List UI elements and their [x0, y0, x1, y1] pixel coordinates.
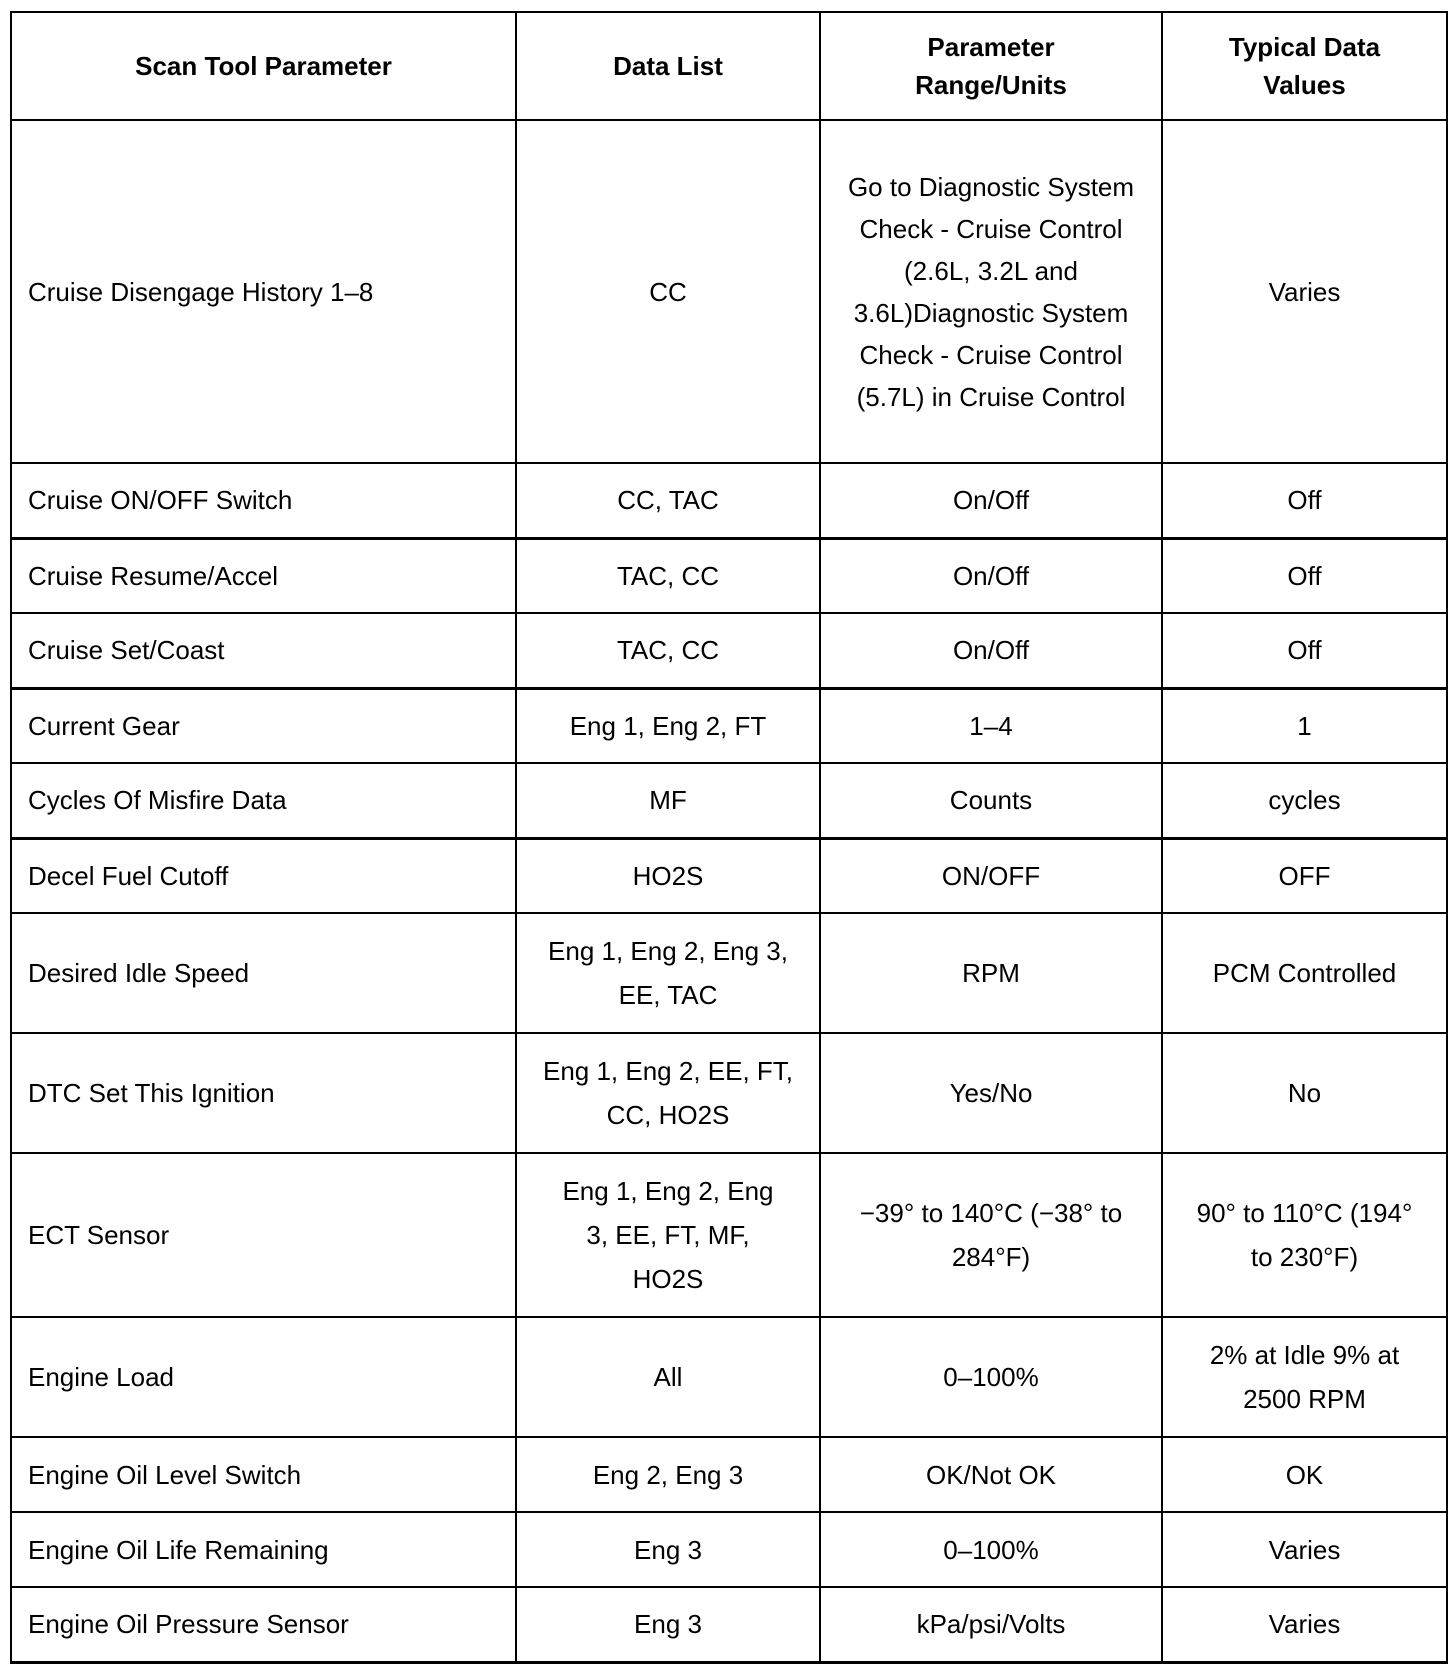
table-row — [11, 463, 1447, 538]
cell-range-units: On/Off — [820, 463, 1162, 538]
cell-data-list: Eng 1, Eng 2, FT — [516, 688, 820, 763]
cell-parameter: Cycles Of Misfire Data — [11, 763, 516, 838]
cell-data-list: Eng 1, Eng 2, EE, FT, CC, HO2S — [516, 1033, 820, 1153]
cell-data-list: Eng 2, Eng 3 — [516, 1437, 820, 1512]
cell-parameter: Current Gear — [11, 688, 516, 763]
cell-typical-values: Off — [1162, 463, 1447, 538]
cell-parameter: Engine Oil Pressure Sensor — [11, 1587, 516, 1662]
table-row — [11, 1587, 1447, 1662]
cell-parameter: Cruise Resume/Accel — [11, 538, 516, 613]
header-data-list: Data List — [516, 12, 820, 120]
header-scan-tool-parameter: Scan Tool Parameter — [11, 12, 516, 120]
cell-data-list: HO2S — [516, 838, 820, 913]
cell-range-units: kPa/psi/Volts — [820, 1587, 1162, 1662]
cell-data-list: Eng 1, Eng 2, Eng 3, EE, FT, MF, HO2S — [516, 1153, 820, 1317]
table-row — [11, 1437, 1447, 1512]
cell-typical-values: Varies — [1162, 1512, 1447, 1587]
table-row — [11, 688, 1447, 763]
cell-parameter: Engine Oil Life Remaining — [11, 1512, 516, 1587]
cell-range-units: 1–4 — [820, 688, 1162, 763]
cell-parameter: ECT Sensor — [11, 1153, 516, 1317]
header-typical-data-values: Typical Data Values — [1162, 12, 1447, 120]
cell-typical-values: Varies — [1162, 120, 1447, 463]
cell-parameter: Cruise Set/Coast — [11, 613, 516, 688]
cell-range-units: On/Off — [820, 538, 1162, 613]
cell-data-list: TAC, CC — [516, 613, 820, 688]
cell-typical-values: 90° to 110°C (194° to 230°F) — [1162, 1153, 1447, 1317]
cell-data-list: Eng 3 — [516, 1587, 820, 1662]
cell-range-units: 0–100% — [820, 1512, 1162, 1587]
cell-typical-values: OK — [1162, 1437, 1447, 1512]
cell-parameter: Engine Oil Level Switch — [11, 1437, 516, 1512]
cell-range-units: Counts — [820, 763, 1162, 838]
table-row — [11, 1153, 1447, 1317]
cell-data-list: CC, TAC — [516, 463, 820, 538]
table-row — [11, 538, 1447, 613]
cell-parameter: Cruise ON/OFF Switch — [11, 463, 516, 538]
cell-typical-values: No — [1162, 1033, 1447, 1153]
cell-typical-values: OFF — [1162, 838, 1447, 913]
table-row — [11, 613, 1447, 688]
cell-typical-values: 1 — [1162, 688, 1447, 763]
table-row — [11, 763, 1447, 838]
cell-typical-values: PCM Controlled — [1162, 913, 1447, 1033]
table-row — [11, 838, 1447, 913]
cell-parameter: Engine Load — [11, 1317, 516, 1437]
cell-data-list: TAC, CC — [516, 538, 820, 613]
cell-data-list: CC — [516, 120, 820, 463]
table-header-row — [11, 12, 1447, 120]
cell-range-units: OK/Not OK — [820, 1437, 1162, 1512]
cell-typical-values: Off — [1162, 538, 1447, 613]
cell-parameter: DTC Set This Ignition — [11, 1033, 516, 1153]
cell-parameter: Cruise Disengage History 1–8 — [11, 120, 516, 463]
cell-parameter: Desired Idle Speed — [11, 913, 516, 1033]
cell-data-list: Eng 3 — [516, 1512, 820, 1587]
cell-typical-values: Off — [1162, 613, 1447, 688]
cell-typical-values: Varies — [1162, 1587, 1447, 1662]
cell-range-units: Yes/No — [820, 1033, 1162, 1153]
scan-tool-parameter-table — [10, 11, 1448, 1664]
cell-data-list: MF — [516, 763, 820, 838]
cell-typical-values: cycles — [1162, 763, 1447, 838]
cell-typical-values: 2% at Idle 9% at 2500 RPM — [1162, 1317, 1447, 1437]
cell-range-units: Go to Diagnostic System Check - Cruise Control (2.6L, 3.2L and 3.6L)Diagnostic System Check - Cruise Control (5.7L) in Cruise Control — [820, 120, 1162, 463]
cell-range-units: RPM — [820, 913, 1162, 1033]
cell-range-units: 0–100% — [820, 1317, 1162, 1437]
header-parameter-range-units: Parameter Range/Units — [820, 12, 1162, 120]
table-row — [11, 913, 1447, 1033]
table-row — [11, 1512, 1447, 1587]
table-row — [11, 1317, 1447, 1437]
cell-data-list: All — [516, 1317, 820, 1437]
table-row — [11, 1033, 1447, 1153]
cell-range-units: On/Off — [820, 613, 1162, 688]
table-row — [11, 120, 1447, 463]
cell-range-units: −39° to 140°C (−38° to 284°F) — [820, 1153, 1162, 1317]
cell-parameter: Decel Fuel Cutoff — [11, 838, 516, 913]
cell-range-units: ON/OFF — [820, 838, 1162, 913]
cell-data-list: Eng 1, Eng 2, Eng 3, EE, TAC — [516, 913, 820, 1033]
